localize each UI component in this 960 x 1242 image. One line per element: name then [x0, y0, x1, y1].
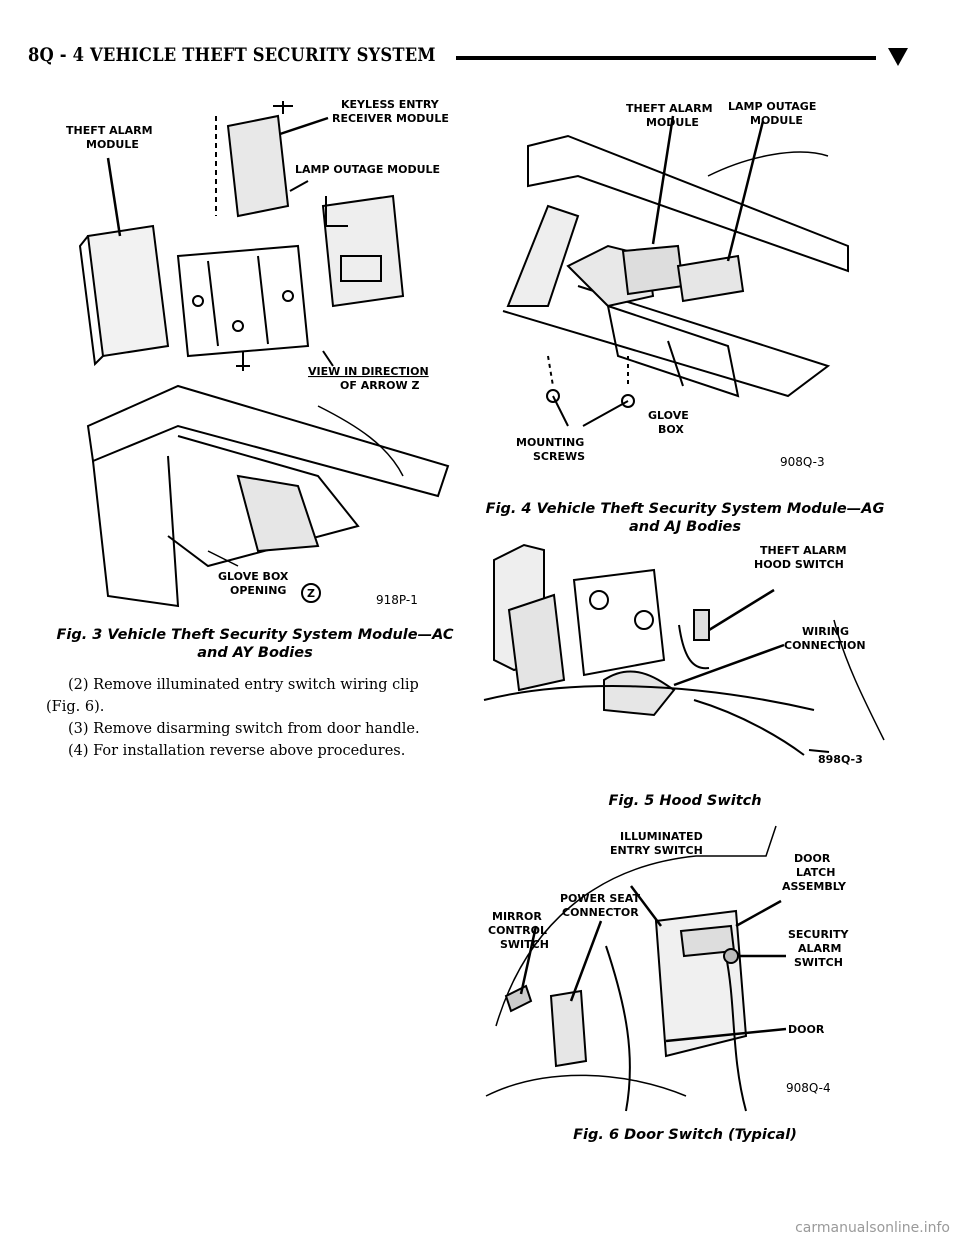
- label-of-arrow-z: OF ARROW Z: [340, 379, 420, 392]
- label-lamp-module: MODULE: [750, 114, 803, 127]
- figure-6-illustration: [486, 826, 866, 1116]
- figure-code-908q3: 908Q-3: [780, 455, 825, 469]
- label-entry-switch: ENTRY SWITCH: [610, 844, 703, 857]
- figure-3-caption: [50, 626, 460, 662]
- figure-4-caption-line2: and AJ Bodies: [628, 519, 742, 535]
- step-3: (3) Remove disarming switch from door handle.: [68, 721, 420, 737]
- label-wiring: WIRING: [802, 625, 850, 638]
- label-receiver-module: RECEIVER MODULE: [332, 112, 449, 125]
- label-mounting: MOUNTING: [516, 436, 585, 449]
- watermark: carmanualsonline.info: [795, 1220, 950, 1236]
- label-keyless-entry: KEYLESS ENTRY: [341, 98, 439, 111]
- label-arrow-z: Z: [307, 587, 315, 600]
- label-connection: CONNECTION: [784, 639, 866, 652]
- label-lamp-outage: LAMP OUTAGE: [728, 100, 817, 113]
- label-alarm: ALARM: [798, 942, 842, 955]
- figure-5-illustration: [484, 540, 884, 766]
- figure-3-caption-line1: Fig. 3 Vehicle Theft Security System Module—AC: [56, 627, 454, 643]
- step-2-ref: (Fig. 6).: [46, 699, 105, 715]
- label-theft-alarm-module: THEFT ALARM: [66, 124, 153, 137]
- label-assembly: ASSEMBLY: [782, 880, 846, 893]
- figure-4-illustration: [488, 96, 848, 488]
- figure-6-caption-text: Fig. 6 Door Switch (Typical): [573, 1127, 797, 1143]
- label-connector: CONNECTOR: [562, 906, 639, 919]
- label-control: CONTROL: [488, 924, 547, 937]
- figure-4-caption: [480, 500, 890, 536]
- label-theft-alarm-module-2: MODULE: [86, 138, 139, 151]
- page-header: [28, 44, 928, 74]
- figure-4-caption-line1: Fig. 4 Vehicle Theft Security System Module—AG: [485, 501, 885, 517]
- label-view-in-direction: VIEW IN DIRECTION: [308, 365, 429, 378]
- label-hood-switch: HOOD SWITCH: [754, 558, 844, 571]
- header-triangle-icon: [888, 48, 908, 66]
- label-illuminated: ILLUMINATED: [620, 830, 703, 843]
- header-rule: [456, 56, 876, 60]
- step-2: (2) Remove illuminated entry switch wiring clip: [68, 677, 419, 693]
- label-opening: OPENING: [230, 584, 287, 597]
- figure-code-908q4: 908Q-4: [786, 1081, 831, 1095]
- label-module: MODULE: [646, 116, 699, 129]
- figure-3-illustration: [58, 96, 458, 616]
- step-4: (4) For installation reverse above procedures.: [68, 743, 406, 759]
- label-theft-alarm: THEFT ALARM: [760, 544, 847, 557]
- label-latch: LATCH: [796, 866, 836, 879]
- label-theft-alarm: THEFT ALARM: [626, 102, 713, 115]
- page-title: 8Q - 4 VEHICLE THEFT SECURITY SYSTEM: [28, 44, 436, 66]
- label-door: DOOR: [794, 852, 831, 865]
- figure-6-caption: [480, 1126, 890, 1144]
- figure-5-caption-text: Fig. 5 Hood Switch: [608, 793, 762, 809]
- label-glove-box: GLOVE BOX: [218, 570, 289, 583]
- label-door-panel: DOOR: [788, 1023, 825, 1036]
- label-screws: SCREWS: [533, 450, 586, 463]
- figure-code-898q3: 898Q-3: [818, 753, 863, 766]
- label-box: BOX: [658, 423, 684, 436]
- label-security: SECURITY: [788, 928, 849, 941]
- label-mirror: MIRROR: [492, 910, 542, 923]
- figure-5-caption: [480, 792, 890, 810]
- procedure-text: [46, 674, 456, 762]
- figure-3-caption-line2: and AY Bodies: [197, 645, 313, 661]
- label-glove: GLOVE: [648, 409, 689, 422]
- label-alarm-switch: SWITCH: [794, 956, 843, 969]
- label-switch: SWITCH: [500, 938, 549, 951]
- label-lamp-outage-module: LAMP OUTAGE MODULE: [295, 163, 441, 176]
- label-power-seat: POWER SEAT: [560, 892, 640, 905]
- figure-code-918p1: 918P-1: [376, 593, 418, 607]
